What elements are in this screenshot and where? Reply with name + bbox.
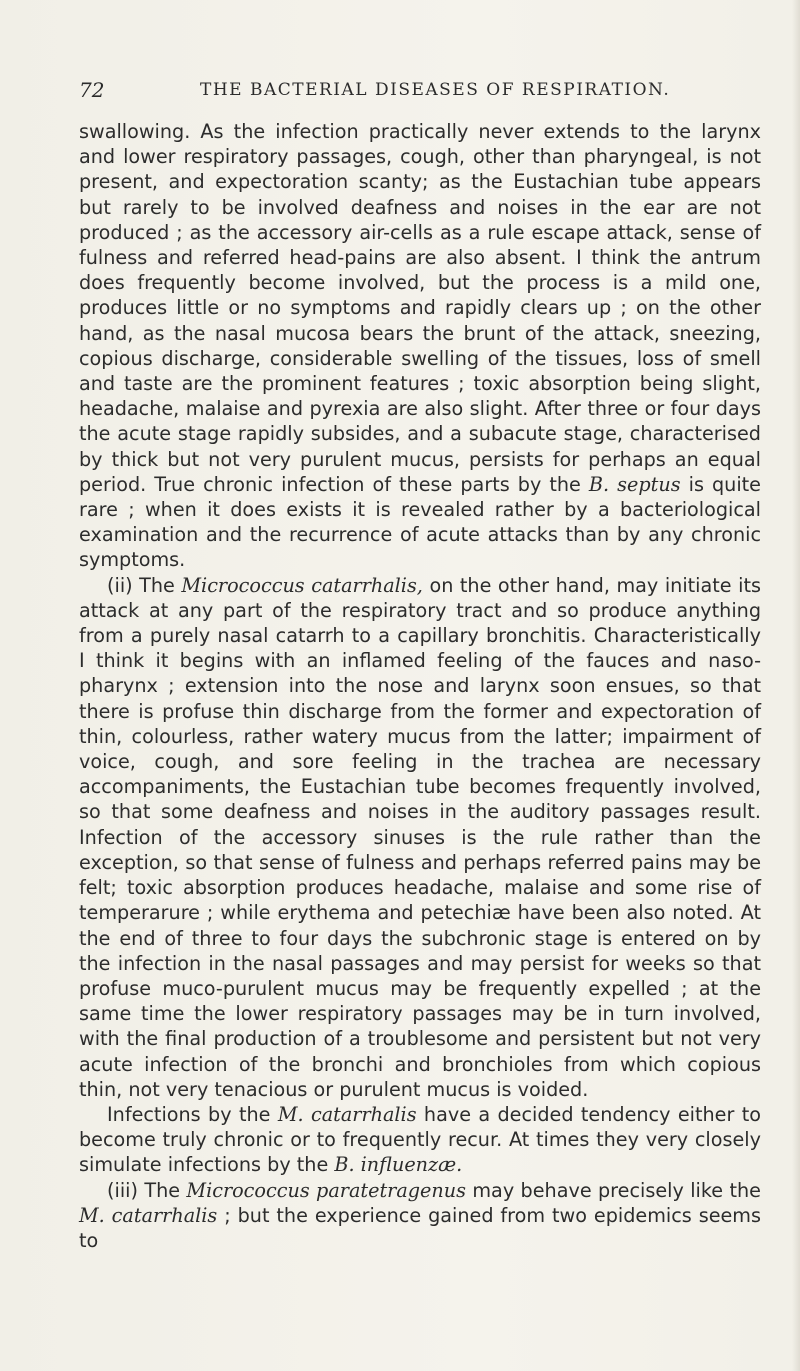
text-run: may behave precisely like the bbox=[465, 1178, 761, 1202]
text-run: have a decided tendency either to become truly chronic or to frequently recur. At times they very closely simulate infections by the bbox=[79, 1102, 761, 1177]
page-header bbox=[79, 78, 759, 108]
paragraph-3 bbox=[79, 1102, 761, 1178]
text-run: on the other hand, may initiate its attack at any part of the respiratory tract and so produce anything from a purely nasal catarrh to a capillary bronchitis. Characteristically I think it begins with an inflamed feeling of the fauces and naso-pharynx ; extension into the nose and larynx soon ensues, so that there is profuse thin discharge from the former and expectoration of thin, colourless, rather watery mucus from the latter; impairment of voice, cough, and sore feeling in the trachea are necessary accompaniments, the Eustachian tube becomes frequently involved, so that some deafness and noises in the auditory passages result. Infection of the accessory sinuses is the rule rather than the exception, so that sense of fulness and perhaps referred pains may be felt; toxic absorption produces headache, malaise and some rise of temperarure ; while erythema and petechiæ have been also noted. At the end of three to four days the subchronic stage is entered on by the infection in the nasal passages and may persist for weeks so that profuse muco-purulent mucus may be frequently expelled ; at the same time the lower respiratory passages may be in turn involved, with the final production of a troublesome and persistent but not very acute infection of the bronchi and bronchioles from which copious thin, not very tenacious or purulent mucus is voided. bbox=[79, 573, 761, 1101]
paragraph-2 bbox=[79, 573, 761, 1102]
italic-species-name: B. influenzæ. bbox=[334, 1153, 463, 1177]
paragraph-4 bbox=[79, 1178, 761, 1254]
text-run: (ii) The bbox=[107, 573, 182, 597]
text-run: swallowing. As the infection practically never extends to the larynx and lower respiratory passages, cough, other than pharyngeal, is not present, and expectoration scanty; as the Eustachian tube appears but rarely to be involved deafness and noises in the ear are not produced ; as the accessory air-cells as a rule escape attack, sense of fulness and referred head-pains are also absent. I think the antrum does frequently become involved, but the process is a mild one, produces little or no symptoms and rapidly clears up ; on the other hand, as the nasal mucosa bears the brunt of the attack, sneezing, copious discharge, considerable swelling of the tissues, loss of smell and taste are the prominent features ; toxic absorption being slight, headache, malaise and pyrexia are also slight. After three or four days the acute stage rapidly subsides, and a subacute stage, characterised by thick but not very purulent mucus, persists for perhaps an equal period. True chronic infection of these parts by the bbox=[79, 120, 761, 496]
page-edge-shadow bbox=[792, 0, 800, 1371]
italic-species-name: M. catarrhalis bbox=[277, 1102, 417, 1126]
italic-species-name: Micrococcus catarrhalis, bbox=[181, 573, 423, 597]
text-run: is quite rare ; when it does exists it is revealed rather by a bacteriological examination and the recurrence of acute attacks than by any chronic symptoms. bbox=[79, 472, 761, 572]
text-run: (iii) The bbox=[107, 1178, 187, 1202]
body-text bbox=[79, 119, 761, 1253]
italic-species-name: B. septus bbox=[588, 472, 681, 496]
italic-species-name: M. catarrhalis bbox=[79, 1203, 218, 1227]
paragraph-1 bbox=[79, 119, 761, 573]
page-number: 72 bbox=[79, 78, 105, 102]
text-run: ; but the experience gained from two epidemics seems to bbox=[79, 1203, 761, 1252]
italic-species-name: Micrococcus paratetragenus bbox=[186, 1178, 466, 1202]
text-run: Infections by the bbox=[107, 1102, 278, 1126]
running-title: THE BACTERIAL DISEASES OF RESPIRATION. bbox=[200, 80, 671, 100]
